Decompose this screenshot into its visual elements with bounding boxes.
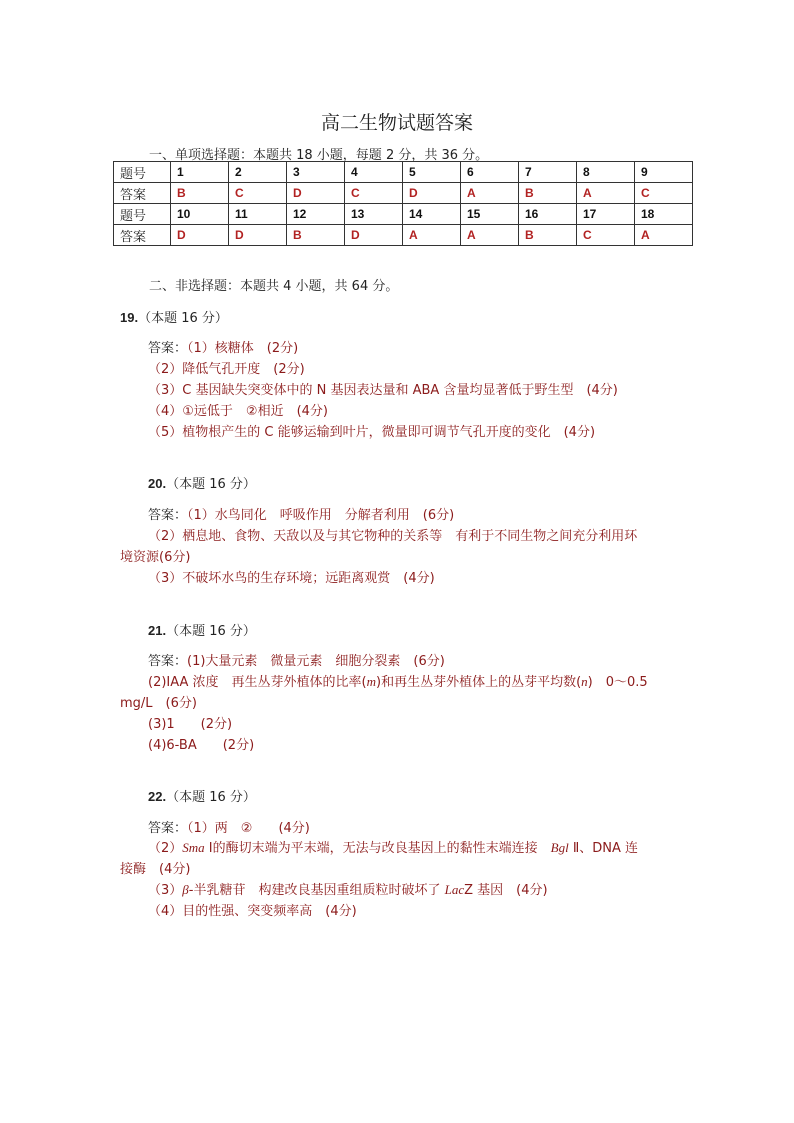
question-number-cell: 4 [345,162,403,183]
question-number-cell: 18 [635,204,693,225]
q20-line-3: 境资源(6分) [120,550,191,565]
answer-cell: C [577,225,635,246]
question-number-cell: 7 [519,162,577,183]
page-title: 高二生物试题答案 [320,112,473,134]
q22-line-5: （4）目的性强、突变频率高 (4分) [148,904,357,919]
q19-number: 19. [120,310,139,325]
question-number-cell: 15 [461,204,519,225]
q19-line-3: （3）C 基因缺失突变体中的 N 基因表达量和 ABA 含量均显著低于野生型 (4分) [148,383,618,398]
table-row-question-numbers [114,162,693,183]
q21-points: （本题 16 分） [166,624,256,639]
answer-label: 答案： [148,654,188,669]
answer-cell: C [635,183,693,204]
q22-number: 22. [148,789,167,804]
answer-label: 答案： [148,821,188,836]
question-number-header: 题号 [114,204,171,225]
answer-cell: B [171,183,229,204]
answer-cell: D [229,225,287,246]
q19-points: （本题 16 分） [138,311,228,326]
answer-cell: D [287,183,345,204]
table-row-answers [114,225,693,246]
answer-label: 答案： [148,508,188,523]
q20-number: 20. [148,476,167,491]
section-1-heading: 一、单项选择题：本题共 18 小题，每题 2 分，共 36 分。 [149,148,489,163]
q22-line-4: （3）β-半乳糖苷 构建改良基因重组质粒时破坏了 LacZ 基因 (4分) [148,882,548,898]
answer-cell: A [461,183,519,204]
answer-cell: C [345,183,403,204]
q22-line-2: （2）Sma Ⅰ的酶切末端为平末端，无法与改良基因上的黏性末端连接 Bgl Ⅱ、DNA 连 [148,840,638,856]
q22-line-3: 接酶 (4分) [120,862,191,877]
question-number-cell: 1 [171,162,229,183]
answer-cell: D [171,225,229,246]
question-number-cell: 9 [635,162,693,183]
answer-cell: B [287,225,345,246]
question-number-cell: 14 [403,204,461,225]
q21-line-3: mg/L (6分) [120,696,197,711]
q22-line-1: 答案：（1）两 ② (4分) [148,821,310,836]
answer-cell: B [519,225,577,246]
answer-table [113,161,693,246]
question-number-cell: 5 [403,162,461,183]
q19-heading [120,307,228,326]
table-row-question-numbers [114,204,693,225]
answer-cell: A [403,225,461,246]
answer-cell: A [461,225,519,246]
q19-line-1: 答案：（1）核糖体 (2分) [148,341,299,356]
answer-cell: A [635,225,693,246]
q21-line-1: 答案：(1)大量元素 微量元素 细胞分裂素 (6分) [148,654,445,669]
question-number-cell: 2 [229,162,287,183]
question-number-header: 题号 [114,162,171,183]
answer-cell: A [577,183,635,204]
question-number-cell: 8 [577,162,635,183]
question-number-cell: 11 [229,204,287,225]
answer-cell: D [345,225,403,246]
q22-points: （本题 16 分） [166,790,256,805]
q21-line-5: (4)6-BA (2分) [148,738,255,753]
section-2-heading: 二、非选择题：本题共 4 小题，共 64 分。 [149,279,399,294]
q21-line-4: (3)1 (2分) [148,717,233,732]
q22-heading [148,786,256,805]
q19-line-5: （5）植物根产生的 C 能够运输到叶片，微量即可调节气孔开度的变化 (4分) [148,425,596,440]
q19-line-2: （2）降低气孔开度 (2分) [148,362,305,377]
answer-cell: C [229,183,287,204]
q21-number: 21. [148,623,167,638]
answer-header: 答案 [114,183,171,204]
table-row-answers [114,183,693,204]
answer-header: 答案 [114,225,171,246]
question-number-cell: 3 [287,162,345,183]
q20-line-4: （3）不破坏水鸟的生存环境；远距离观赏 (4分) [148,571,435,586]
q20-line-1: 答案：（1）水鸟同化 呼吸作用 分解者利用 (6分) [148,508,455,523]
q21-line-2: (2)IAA 浓度 再生丛芽外植体的比率(m)和再生丛芽外植体上的丛芽平均数(n) 0～0.5 [148,674,648,690]
question-number-cell: 6 [461,162,519,183]
question-number-cell: 10 [171,204,229,225]
q20-points: （本题 16 分） [166,477,256,492]
question-number-cell: 13 [345,204,403,225]
question-number-cell: 17 [577,204,635,225]
q20-heading [148,473,256,492]
q21-heading [148,620,256,639]
question-number-cell: 16 [519,204,577,225]
question-number-cell: 12 [287,204,345,225]
answer-cell: B [519,183,577,204]
answer-cell: D [403,183,461,204]
q20-line-2: （2）栖息地、食物、天敌以及与其它物种的关系等 有利于不同生物之间充分利用环 [148,529,638,544]
q19-line-4: （4）①远低于 ②相近 (4分) [148,404,328,419]
answer-label: 答案： [148,341,188,356]
